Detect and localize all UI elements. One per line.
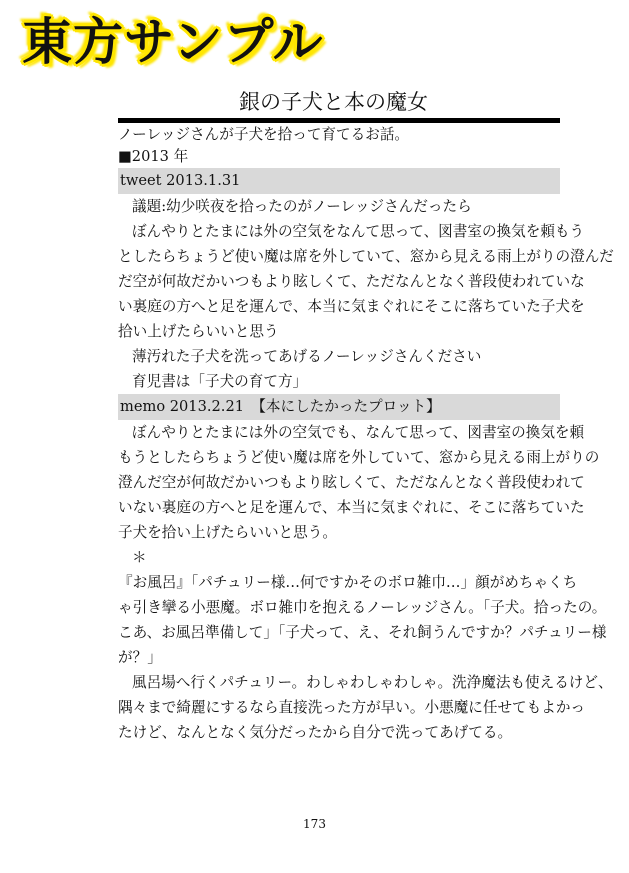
paragraph-line: ぼんやりとたまには外の空気でも、なんて思って、図書室の換気を頼 — [132, 424, 585, 441]
paragraph-line: ぼんやりとたまには外の空気をなんて思って、図書室の換気を頼もう — [132, 223, 585, 240]
section-header-memo: memo 2013.2.21 【本にしたかったプロット】 — [118, 394, 560, 420]
section-header-tweet: tweet 2013.1.31 — [118, 168, 560, 194]
paragraph-line: こあ、お風呂準備して」「子犬って、え、それ飼うんですか？パチュリー様 — [118, 624, 607, 641]
text-body — [118, 124, 614, 745]
paragraph-line: 育児書は「子犬の育て方」 — [132, 373, 308, 390]
paragraph-line: だ空が何故だかいつもより眩しくて、ただなんとなく普段使われていな — [118, 273, 585, 290]
paragraph-line: が？」 — [118, 649, 162, 666]
paragraph-line: い裏庭の方へと足を運んで、本当に気まぐれにそこに落ちていた子犬を — [118, 298, 585, 315]
paragraph-line: 子犬を拾い上げたらいいと思う。 — [118, 524, 337, 541]
subtitle: ノーレッジさんが子犬を拾って育てるお話。 — [118, 126, 410, 143]
paragraph-line: 拾い上げたらいいと思う — [118, 323, 279, 340]
scene-break-asterisk: ＊ — [132, 549, 147, 566]
paragraph-line: いない裏庭の方へと足を運んで、本当に気まぐれに、そこに落ちていた — [118, 499, 585, 516]
page-number: 173 — [303, 817, 326, 831]
paragraph-line: 議題:幼少咲夜を拾ったのがノーレッジさんだったら — [132, 198, 472, 215]
paragraph-line: 『お風呂』「パチュリー様…何ですかそのボロ雑巾…」顔がめちゃくち — [118, 574, 578, 591]
paragraph-line: 風呂場へ行くパチュリー。わしゃわしゃわしゃ。洗浄魔法も使えるけど、 — [132, 674, 613, 691]
sample-logo: 東方サンプル — [22, 13, 324, 71]
title-rule — [118, 118, 560, 123]
paragraph-line: 薄汚れた子犬を洗ってあげるノーレッジさんください — [132, 348, 482, 365]
paragraph-line: たけど、なんとなく気分だったから自分で洗ってあげてる。 — [118, 724, 513, 741]
paragraph-line: ゃ引き攣る小悪魔。ボロ雑巾を抱えるノーレッジさん。「子犬。拾ったの。 — [118, 599, 607, 616]
paragraph-line: 隅々まで綺麗にするなら直接洗った方が早い。小悪魔に任せてもよかっ — [118, 699, 586, 716]
paragraph-line: もうとしたらちょうど使い魔は席を外していて、窓から見える雨上がりの — [118, 449, 600, 466]
paragraph-line: としたらちょうど使い魔は席を外していて、窓から見える雨上がりの澄んだ — [118, 248, 614, 265]
paragraph-line: 澄んだ空が何故だかいつもより眩しくて、ただなんとなく普段使われて — [118, 474, 585, 491]
year-heading: ■2013 年 — [118, 148, 189, 165]
page-title: 銀の子犬と本の魔女 — [239, 90, 428, 114]
